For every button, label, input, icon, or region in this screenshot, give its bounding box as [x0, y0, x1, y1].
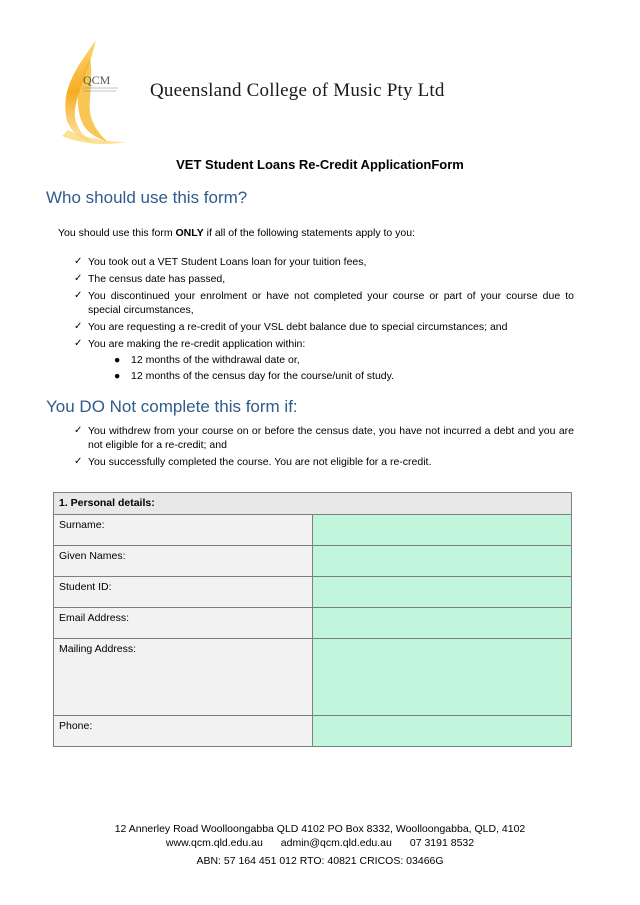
footer-contacts [0, 837, 640, 849]
personal-details-table [53, 492, 572, 747]
sub-list-item: ● 12 months of the withdrawal date or, [114, 354, 300, 366]
footer-address: 12 Annerley Road Woolloongabba QLD 4102 PO Box 8332, Woolloongabba, QLD, 4102 [114, 823, 526, 835]
check-icon: ✓ [74, 425, 83, 436]
sub-list [88, 353, 574, 383]
email-field[interactable] [313, 608, 572, 639]
student-id-label: Student ID: [54, 577, 313, 608]
check-icon: ✓ [74, 456, 83, 467]
list-item: ✓ You successfully completed the course. You are not eligible for a re-credit. [74, 456, 432, 468]
form-title: VET Student Loans Re-Credit ApplicationForm [176, 157, 464, 172]
list-item: ✓ You discontinued your enrolment or have not completed your course or part of your course due to special circumstances, [74, 290, 574, 316]
sub-list-item: ● 12 months of the census day for the course/unit of study. [114, 370, 395, 382]
who-heading: Who should use this form? [46, 188, 248, 207]
given-names-label: Given Names: [54, 546, 313, 577]
footer-email[interactable]: admin@qcm.qld.edu.au [280, 837, 392, 849]
list-item: ✓ You withdrew from your course on or before the census date, you have not incurred a debt and you are not eligible for a re-credit; and [74, 425, 574, 451]
list-item: ✓ You are making the re-credit application within: ● 12 months of the withdrawal date or, ● 12 months of the census day for the course/unit of study. [74, 337, 574, 383]
student-id-field[interactable] [313, 577, 572, 608]
bullet-icon: ● [114, 370, 121, 382]
mailing-address-field[interactable] [313, 639, 572, 716]
check-icon: ✓ [74, 321, 83, 332]
who-intro: You should use this form ONLY if all of the following statements apply to you: [58, 227, 416, 239]
college-logo [56, 38, 128, 146]
check-icon: ✓ [74, 290, 83, 301]
check-icon: ✓ [74, 256, 83, 267]
footer-website[interactable]: www.qcm.qld.edu.au [165, 837, 263, 849]
check-icon: ✓ [74, 273, 83, 284]
footer-phone: 07 3191 8532 [409, 837, 475, 849]
check-icon: ✓ [74, 338, 83, 349]
not-heading: You DO Not complete this form if: [46, 397, 298, 416]
email-label: Email Address: [54, 608, 313, 639]
list-item: ✓ The census date has passed, [74, 273, 226, 285]
list-item: ✓ You took out a VET Student Loans loan for your tuition fees, [74, 256, 367, 268]
logo-text: QCM [83, 73, 111, 87]
bullet-icon: ● [114, 354, 121, 366]
surname-field[interactable] [313, 515, 572, 546]
phone-field[interactable] [313, 716, 572, 747]
who-checklist [74, 255, 574, 386]
phone-label: Phone: [54, 716, 313, 747]
list-item: ✓ You are requesting a re-credit of your VSL debt balance due to special circumstances; and [74, 321, 508, 333]
given-names-field[interactable] [313, 546, 572, 577]
mailing-address-label: Mailing Address: [54, 639, 313, 716]
surname-label: Surname: [54, 515, 313, 546]
footer-registration: ABN: 57 164 451 012 RTO: 40821 CRICOS: 03466G [196, 855, 444, 867]
organization-name: Queensland College of Music Pty Ltd [150, 80, 445, 101]
table-heading: 1. Personal details: [54, 493, 572, 515]
not-checklist [74, 424, 574, 472]
